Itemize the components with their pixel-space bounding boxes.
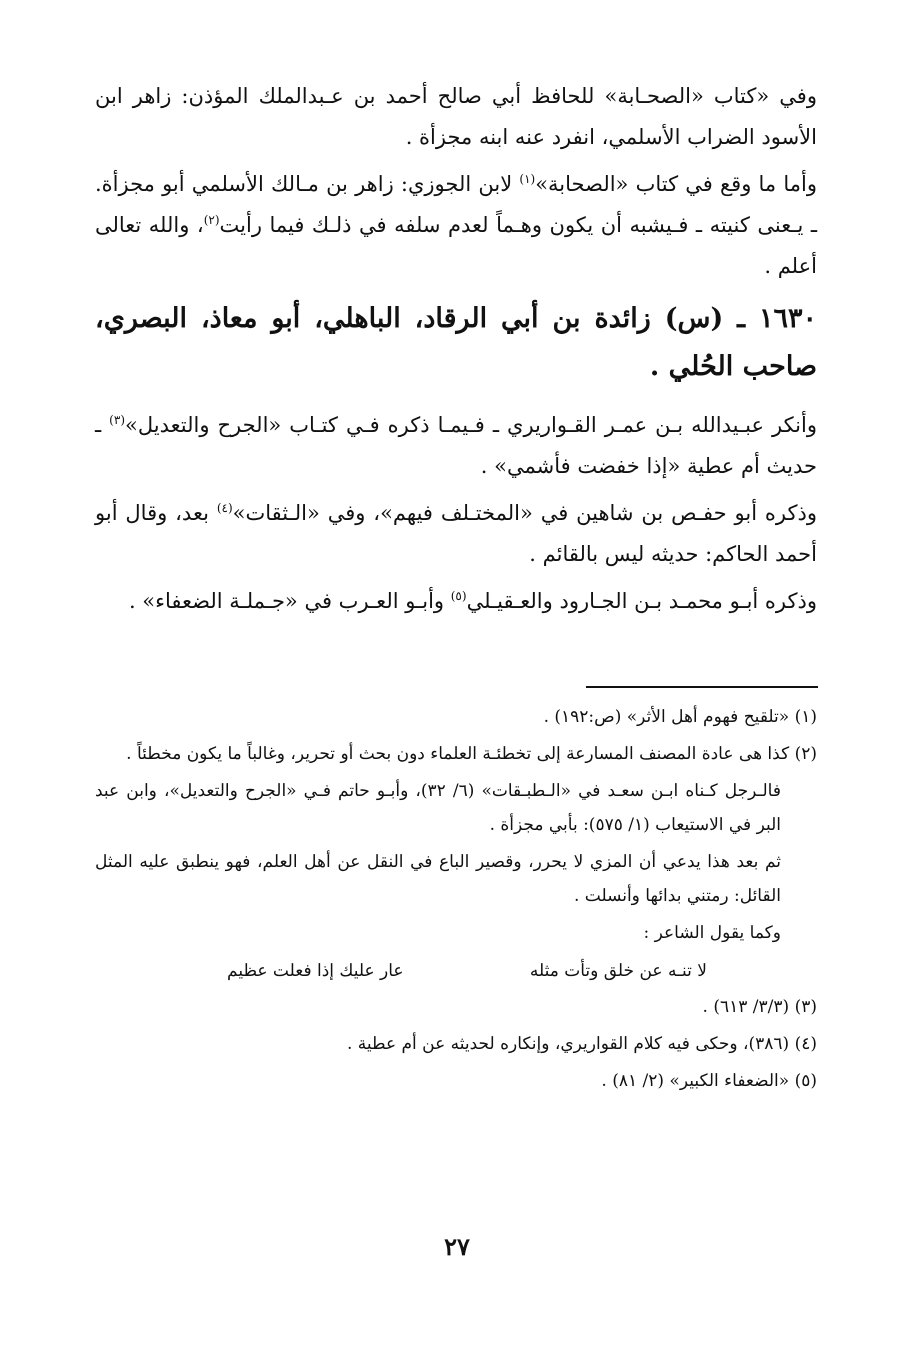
verse-first-hemistich: لا تنـه عن خلق وتأت مثله	[529, 961, 707, 981]
verse-second-hemistich: عار عليك إذا فعلت عظيم	[227, 961, 404, 981]
footnote-ref-1: (١)	[519, 172, 536, 186]
main-text	[95, 76, 817, 628]
footnote-2-continuation: فالـرجل كـناه ابـن سعـد في «الـطبـقات» (٦/ ٣٢)، وأبـو حاتم فـي «الجرح والتعديل»، وابن عبد البر في الاستيعاب (١/ ٥٧٥): بأبي مجزأة .	[95, 781, 781, 835]
verse	[227, 954, 707, 988]
footnote-5: (٥) «الضعفاء الكبير» (٢/ ٨١) .	[601, 1071, 817, 1091]
footnote-1: (١) «تلقيح فهوم أهل الأثر» (ص:١٩٢) .	[543, 707, 817, 727]
footnote-ref-3: (٣)	[109, 413, 125, 427]
page-number: ٢٧	[444, 1232, 470, 1261]
footnote-ref-4: (٤)	[216, 501, 233, 515]
paragraph-ibn-shahin: وذكره أبو حفـص بن شاهين في «المختـلف فيهم»، وفي «الـثقات»$^{(٤)}$ بعد، وقال أبو أحمد الحاكم: حديثه ليس بالقائم .	[95, 501, 817, 566]
footnotes	[95, 700, 817, 1101]
paragraph-sahaba-book: وفي «كتاب «الصحـابة» للحافظ أبي صالح أحمد بن عـبدالملك المؤذن: زاهر ابن الأسود الضراب الأسلمي، انفرد عنه ابنه مجزأة .	[95, 84, 817, 149]
paragraph-ibn-jarud: وذكره أبـو محمـد بـن الجـارود والعـقيـلي$^{(٥)}$ وأبـو العـرب في «جـملـة الضعفاء» .	[128, 589, 817, 613]
footnote-3: (٣) (٣/٣/ ٦١٣) .	[702, 997, 817, 1017]
footnote-2: (٢) كذا هى عادة المصنف المسارعة إلى تخطئـة العلماء دون بحث أو تحرير، وغالباً ما يكون مخطئاً .	[126, 744, 817, 764]
footnote-ref-2: (٢)	[203, 213, 220, 227]
footnote-2-continuation: ثم بعد هذا يدعي أن المزي لا يحرر، وقصير الباع في النقل عن أهل العلم، فهو ينطبق عليه المثل القائل: رمتني بدائها وأنسلت .	[95, 852, 781, 906]
footnote-2-continuation: وكما يقول الشاعر :	[643, 923, 781, 943]
footnote-ref-5: (٥)	[450, 589, 467, 603]
paragraph-qawariri: وأنكر عبـيدالله بـن عمـر القـواريري ـ فـيمـا ذكره فـي كتـاب «الجرح والتعديل»$^{(٣)}$ ـ حديث أم عطية «إذا خفضت فأشمي» .	[95, 413, 818, 478]
footnote-4: (٤) (٣٨٦)، وحكى فيه كلام القواريري، وإنكاره لحديثه عن أم عطية .	[346, 1034, 817, 1054]
footnote-divider	[586, 686, 818, 688]
entry-heading: ١٦٣٠ ـ (س) زائدة بن أبي الرقاد، الباهلي، أبو معاذ، البصري، صاحب الحُلي .	[95, 303, 817, 382]
paragraph-ibn-jawzi: وأما ما وقع في كتاب «الصحابة»$^{(١)}$ لابن الجوزي: زاهر بن مـالك الأسلمي أبو مجزأة. ـ يـعنى كنيته ـ فـيشبه أن يكون وهـماً لعدم سلفه في ذلـك فيما رأيت$^{(٢)}$، والله تعالى أعلم .	[95, 172, 817, 278]
